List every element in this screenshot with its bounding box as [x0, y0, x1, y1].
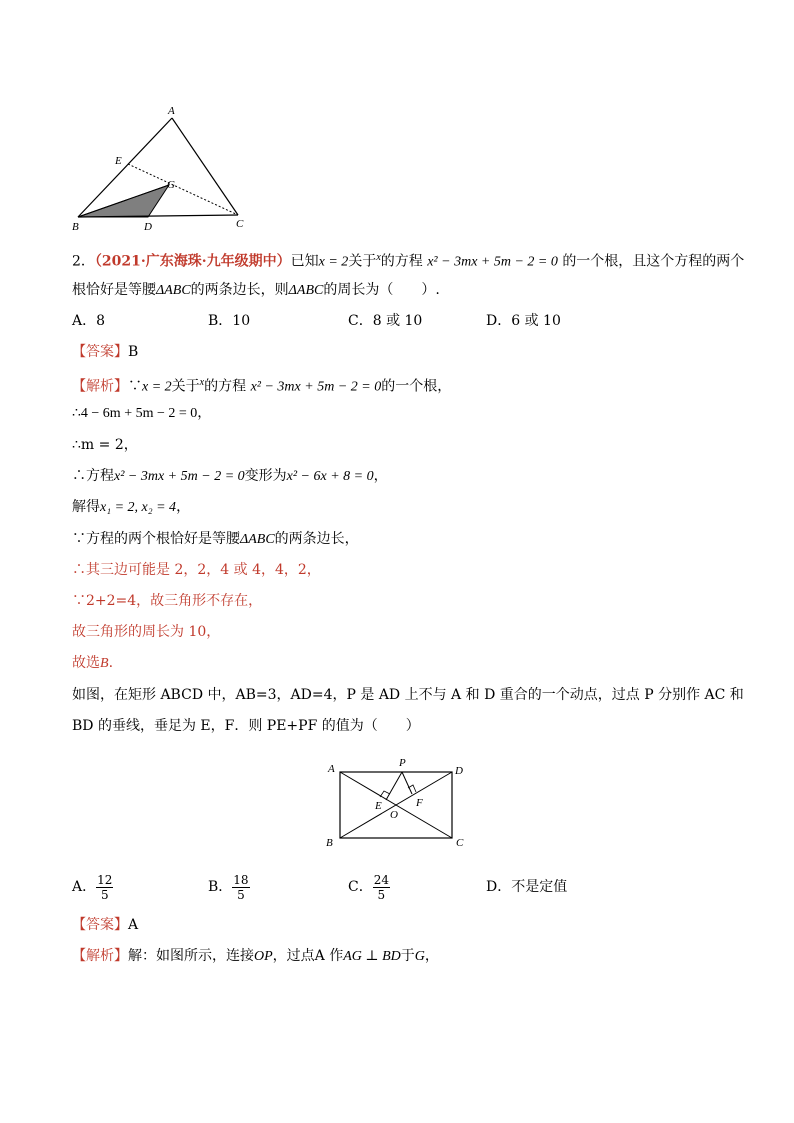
side-ac [172, 118, 238, 215]
fraction-24-5: $\frac{24}{5}$ [373, 872, 389, 902]
q2-option-c: C．8 或 10 [348, 313, 423, 329]
q3-line2: BD 的垂线，垂足为 E，F．则 PE+PF 的值为（ ） [72, 718, 420, 734]
label-e: E [115, 155, 122, 167]
q2-line1: 2．（2021·广东海珠·九年级期中）已知x = 2关于$^x$的方程 x² − 3mx + 5m − 2 = 0 的一个根，且这个方程的两个 [72, 252, 745, 270]
q3-option-d: D．不是定值 [486, 879, 568, 895]
label-e2: E [375, 800, 382, 812]
q2-option-d: D．6 或 10 [486, 313, 561, 329]
label-d2: D [455, 765, 463, 777]
q2-step5: 解得x₁ = 2, x₂ = 4， [72, 499, 191, 515]
label-b2: B [326, 837, 333, 849]
label-o: O [390, 809, 398, 821]
q2-source: （2021·广东海珠·九年级期中） [94, 253, 291, 270]
q2-line2: 根恰好是等腰ΔABC的两条边长，则ΔABC的周长为（ ）. [72, 282, 440, 298]
q3-analysis: 【解析】解：如图所示，连接OP，过点A 作AG ⊥ BD于G， [72, 948, 439, 964]
fraction-12-5: $\frac{12}{5}$ [97, 872, 113, 902]
segment-pe [386, 772, 402, 800]
q2-step1: 【解析】∵x = 2关于$^x$的方程 x² − 3mx + 5m − 2 = 0的一个根， [72, 377, 452, 395]
label-b: B [72, 221, 79, 233]
label-c2: C [456, 837, 464, 849]
triangle-figure [66, 100, 256, 235]
segment-pf [402, 772, 412, 794]
label-d: D [144, 221, 152, 233]
fraction-18-5: $\frac{18}{5}$ [233, 872, 249, 902]
label-a2: A [328, 763, 335, 775]
q3-line1: 如图，在矩形 ABCD 中，AB=3，AD=4，P 是 AD 上不与 A 和 D 重合的一个动点，过点 P 分别作 AC 和 [72, 687, 744, 703]
label-f: F [416, 797, 423, 809]
q2-step7: ∴其三边可能是 2，2，4 或 4，4，2， [72, 562, 321, 578]
q2-step4: ∴方程x² − 3mx + 5m − 2 = 0变形为x² − 6x + 8 = 0， [72, 468, 388, 484]
q3-option-b: B． $\frac{18}{5}$ [208, 872, 249, 902]
label-p: P [399, 757, 406, 769]
q2-option-a: A．8 [72, 313, 106, 329]
q3-option-c: C． $\frac{24}{5}$ [348, 872, 389, 902]
q2-step9: 故三角形的周长为 10， [72, 624, 221, 640]
q2-option-b: B．10 [208, 313, 251, 329]
q2-answer: 【答案】B [72, 344, 139, 360]
label-a: A [168, 105, 175, 117]
q3-answer: 【答案】A [72, 917, 139, 933]
rectangle-figure [320, 752, 480, 852]
q2-step2: ∴4 − 6m + 5m − 2 = 0， [72, 406, 212, 421]
q2-step10: 故选B. [72, 655, 114, 671]
q3-option-a: A． $\frac{12}{5}$ [72, 872, 113, 902]
q2-step3: ∴m = 2， [72, 437, 138, 453]
q2-step8: ∵2+2=4，故三角形不存在， [72, 593, 263, 609]
label-c: C [236, 218, 244, 230]
label-g: G [167, 179, 175, 191]
q2-step6: ∵方程的两个根恰好是等腰ΔABC的两条边长， [72, 531, 359, 547]
